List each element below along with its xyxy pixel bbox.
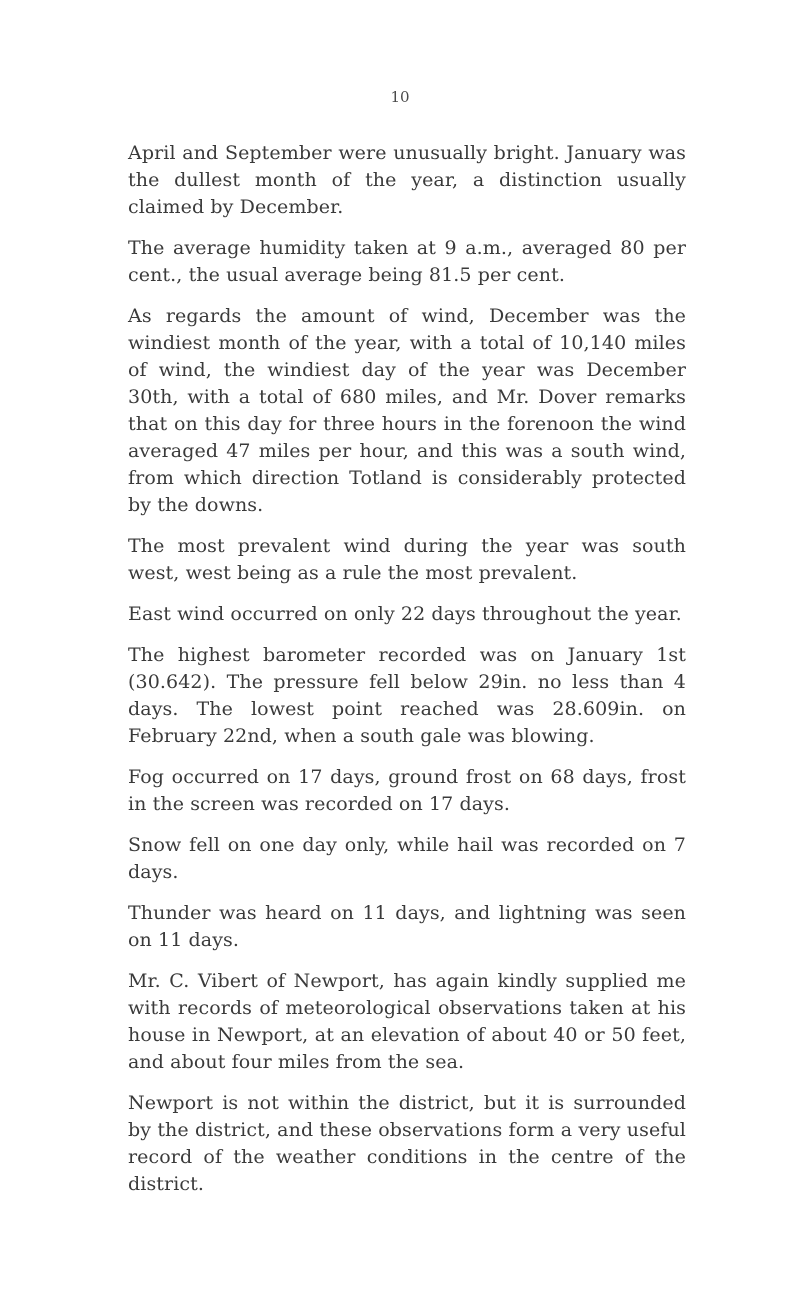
paragraph-brightness: April and September were unusually bright. January was the dullest month of the year, a distinction usually claimed by December. xyxy=(128,142,686,218)
paragraph-wind-amount: As regards the amount of wind, December was the windiest month of the year, with a total of 10,140 miles of wind, the windiest day of the year was December 30th, with a total of 680 miles, and Mr. Dover remarks that on this day for three hours in the forenoon the wind averaged 47 miles per hour, and this was a south wind, from which direction Totland is considerably protected by the downs. xyxy=(128,305,686,516)
paragraph-newport-records: Mr. C. Vibert of Newport, has again kindly supplied me with records of meteorological observations taken at his house in Newport, at an elevation of about 40 or 50 feet, and about four miles from the sea. xyxy=(128,970,686,1073)
paragraph-barometer: The highest barometer recorded was on January 1st (30.642). The pressure fell below 29in. no less than 4 days. The lowest point reached was 28.609in. on February 22nd, when a south gale was blowing. xyxy=(128,644,686,747)
paragraph-prevalent-wind: The most prevalent wind during the year was south west, west being as a rule the most prevalent. xyxy=(128,535,686,584)
paragraph-snow-hail: Snow fell on one day only, while hail was recorded on 7 days. xyxy=(128,834,686,883)
paragraph-humidity: The average humidity taken at 9 a.m., averaged 80 per cent., the usual average being 81.5 per cent. xyxy=(128,237,686,286)
paragraph-thunder-lightning: Thunder was heard on 11 days, and lightning was seen on 11 days. xyxy=(128,902,686,951)
page-number: 10 xyxy=(390,88,410,106)
body-text xyxy=(128,140,686,1212)
paragraph-east-wind: East wind occurred on only 22 days throughout the year. xyxy=(128,603,682,625)
paragraph-fog-frost: Fog occurred on 17 days, ground frost on 68 days, frost in the screen was recorded on 17 days. xyxy=(128,766,686,815)
paragraph-newport-district: Newport is not within the district, but it is surrounded by the district, and these observations form a very useful record of the weather conditions in the centre of the district. xyxy=(128,1092,686,1195)
